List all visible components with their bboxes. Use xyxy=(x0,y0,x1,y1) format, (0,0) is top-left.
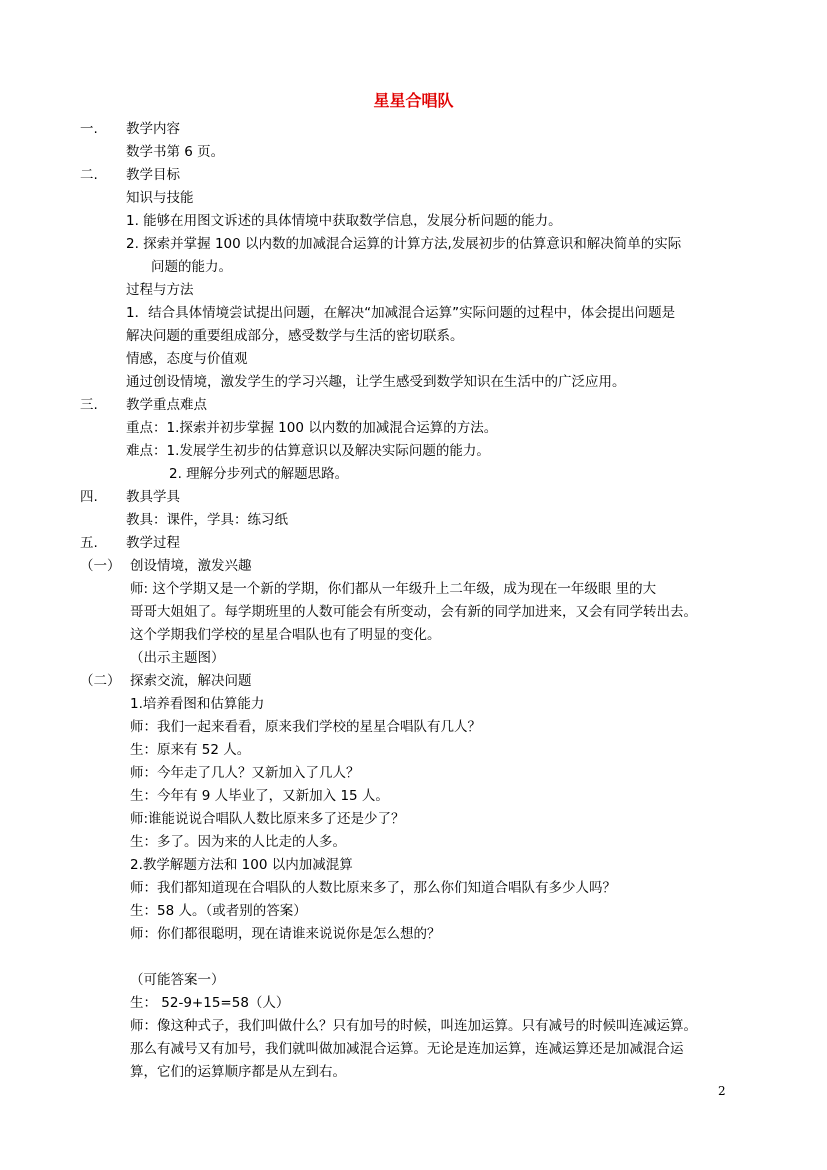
text-line: 问题的能力。 xyxy=(151,259,232,275)
text-line: 教具：课件，学具：练习纸 xyxy=(126,512,288,528)
subheading: 过程与方法 xyxy=(126,282,194,298)
section-heading: 教学重点难点 xyxy=(126,397,207,413)
dialogue-line: 师：像这种式子，我们叫做什么？只有加号的时候，叫连加运算。只有减号的时候叫连减运算。 xyxy=(130,1018,697,1034)
dialogue-line: 算，它们的运算顺序都是从左到右。 xyxy=(130,1064,346,1080)
section-number: 二. xyxy=(80,167,98,183)
dialogue-line: 生：原来有 52 人。 xyxy=(130,742,251,758)
section-number: 一. xyxy=(80,121,98,137)
subheading: 1.培养看图和估算能力 xyxy=(130,696,265,712)
dialogue-line: 生：今年有 9 人毕业了，又新加入 15 人。 xyxy=(130,788,389,804)
part-number: （二） xyxy=(80,673,121,689)
dialogue-line: 师：今年走了几人？又新加入了几人？ xyxy=(130,765,360,781)
part-heading: 创设情境，激发兴趣 xyxy=(130,558,252,574)
section-number: 五. xyxy=(80,535,98,551)
text-line: （出示主题图） xyxy=(130,650,225,666)
text-line: （可能答案一） xyxy=(130,972,225,988)
text-line: 难点：1.发展学生初步的估算意识以及解决实际问题的能力。 xyxy=(126,443,490,459)
text-line: 解决问题的重要组成部分，感受数学与生活的密切联系。 xyxy=(126,328,464,344)
text-line: 1. 能够在用图文诉述的具体情境中获取数学信息，发展分析问题的能力。 xyxy=(126,213,562,229)
section-number: 四. xyxy=(80,489,98,505)
dialogue-line: 生：58 人。（或者别的答案） xyxy=(130,903,307,919)
dialogue-line: 师：我们一起来看看，原来我们学校的星星合唱队有几人？ xyxy=(130,719,481,735)
text-line: 通过创设情境，激发学生的学习兴趣，让学生感受到数学知识在生活中的广泛应用。 xyxy=(126,374,626,390)
dialogue-line: 生：多了。因为来的人比走的人多。 xyxy=(130,834,346,850)
dialogue-line: 师：你们都很聪明，现在请谁来说说你是怎么想的？ xyxy=(130,926,441,942)
subheading: 知识与技能 xyxy=(126,190,194,206)
dialogue-line: 师:谁能说说合唱队人数比原来多了还是少了？ xyxy=(130,811,405,827)
section-heading: 教学内容 xyxy=(126,121,180,137)
subheading: 2.教学解题方法和 100 以内加减混算 xyxy=(130,857,353,873)
section-number: 三. xyxy=(80,397,98,413)
part-number: （一） xyxy=(80,558,121,574)
page-title: 星星合唱队 xyxy=(373,91,454,110)
page-number: 2 xyxy=(718,1084,726,1098)
text-line: 重点：1.探索并初步掌握 100 以内数的加减混合运算的方法。 xyxy=(126,420,498,436)
dialogue-line: 生： 52-9+15=58（人） xyxy=(130,995,290,1011)
text-line: 1．结合具体情境尝试提出问题，在解决“加减混合运算”实际问题的过程中，体会提出问题是 xyxy=(126,305,676,321)
dialogue-line: 师：我们都知道现在合唱队的人数比原来多了，那么你们知道合唱队有多少人吗？ xyxy=(130,880,616,896)
dialogue-line: 那么有减号又有加号，我们就叫做加减混合运算。无论是连加运算，连减运算还是加减混合运 xyxy=(130,1041,684,1057)
section-heading: 教学过程 xyxy=(126,535,180,551)
subheading: 情感，态度与价值观 xyxy=(126,351,248,367)
text-line: 师: 这个学期又是一个新的学期，你们都从一年级升上二年级，成为现在一年级眼 里的大 xyxy=(130,581,657,597)
text-line: 这个学期我们学校的星星合唱队也有了明显的变化。 xyxy=(130,627,441,643)
text-line: 2. 探索并掌握 100 以内数的加减混合运算的计算方法,发展初步的估算意识和解决简单的实际 xyxy=(126,236,682,252)
text-line: 数学书第 6 页。 xyxy=(126,144,225,160)
section-heading: 教具学具 xyxy=(126,489,180,505)
text-line: 哥哥大姐姐了。每学期班里的人数可能会有所变动，会有新的同学加进来，又会有同学转出去。 xyxy=(130,604,697,620)
section-heading: 教学目标 xyxy=(126,167,180,183)
part-heading: 探索交流，解决问题 xyxy=(130,673,252,689)
text-line: 2. 理解分步列式的解题思路。 xyxy=(169,466,349,482)
